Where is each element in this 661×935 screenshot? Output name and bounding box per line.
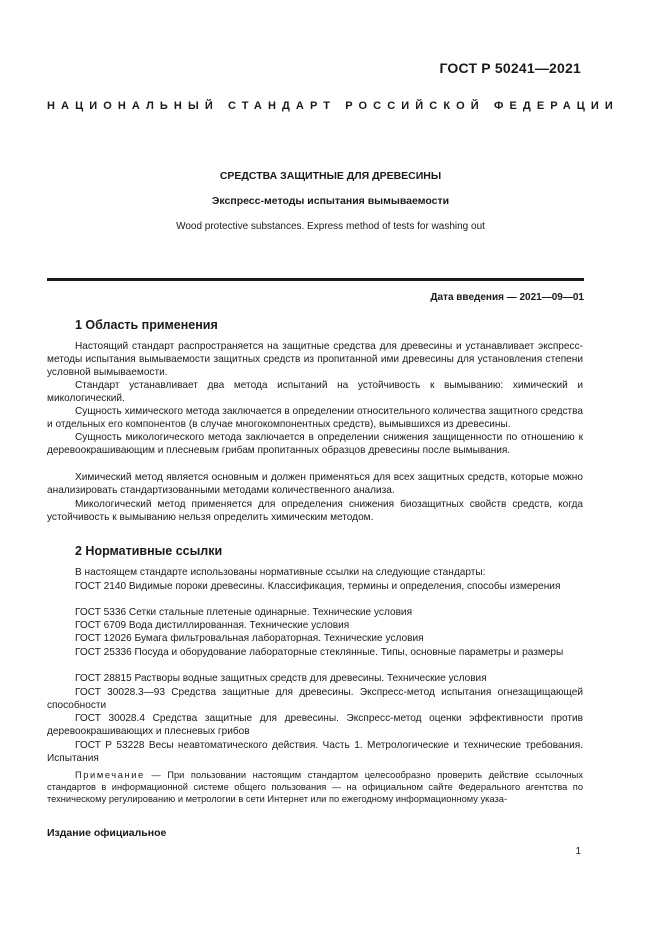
reference-item: ГОСТ 25336 Посуда и оборудование лабораторные стеклянные. Типы, основные параметры и размеры (75, 647, 564, 658)
section-1-paragraph: Стандарт устанавливает два метода испытаний на устойчивость к вымыванию: химический и микологический. (47, 380, 583, 404)
document-title: СРЕДСТВА ЗАЩИТНЫЕ ДЛЯ ДРЕВЕСИНЫ (219, 170, 442, 182)
document-code: ГОСТ Р 50241—2021 (439, 60, 581, 76)
reference-item: ГОСТ 30028.3—93 Средства защитные для древесины. Экспресс-метод испытания огнезащищающей способности (47, 687, 583, 711)
english-title: Wood protective substances. Express method of tests for washing out (176, 221, 485, 232)
section-1-paragraph: Сущность химического метода заключается в определении относительного количества защитного средства и отдельных его компонентов (в случае многокомпонентных средств), вымывшихся из древесины. (47, 406, 583, 430)
reference-item: ГОСТ 6709 Вода дистиллированная. Технические условия (75, 620, 350, 631)
reference-item: ГОСТ 5336 Сетки стальные плетеные одинарные. Технические условия (75, 607, 413, 618)
section-1-paragraph: Настоящий стандарт распространяется на защитные средства для древесины и устанавливает экспресс-методы испытания вымываемости защитных средств из пропитанной ими древесины для установления степени условной вымываемости. (47, 341, 583, 378)
page-number: 1 (575, 846, 581, 857)
note-text: — При пользовании настоящим стандартом целесообразно проверить действие ссылочных стандартов в информационной системе общего пользования — на официальном сайте Федерального агентства по техническому регулированию и метрологии в сети Интернет или по ежегодному информационному указа- (47, 770, 583, 804)
reference-item: ГОСТ 2140 Видимые пороки древесины. Классификация, термины и определения, способы измерения (75, 581, 561, 592)
document-subtitle: Экспресс-методы испытания вымываемости (211, 195, 450, 207)
section-2-heading: 2 Нормативные ссылки (75, 544, 223, 558)
reference-item: ГОСТ 30028.4 Средства защитные для древесины. Экспресс-метод оценки эффективности против деревоокрашивающих и плесневых грибов (47, 713, 583, 737)
section-1-paragraph: Микологический метод применяется для определения снижения биозащитных свойств средств, когда устойчивость к вымыванию нельзя определить химическим методом. (47, 499, 583, 523)
reference-item: ГОСТ Р 53228 Весы неавтоматического действия. Часть 1. Метрологические и технические требования. Испытания (47, 740, 583, 764)
reference-item: ГОСТ 12026 Бумага фильтровальная лабораторная. Технические условия (75, 633, 424, 644)
reference-intro: В настоящем стандарте использованы нормативные ссылки на следующие стандарты: (75, 567, 486, 578)
separator-rule (47, 278, 584, 281)
note-label: Примечание (75, 770, 145, 780)
national-standard-banner: НАЦИОНАЛЬНЫЙ СТАНДАРТ РОССИЙСКОЙ ФЕДЕРАЦИИ (47, 100, 619, 112)
official-edition-label: Издание официальное (47, 827, 167, 839)
note-paragraph (47, 769, 583, 805)
reference-item: ГОСТ 28815 Растворы водные защитных средств для древесины. Технические условия (75, 673, 487, 684)
introduction-date: Дата введения — 2021—09—01 (430, 292, 584, 303)
section-1-heading: 1 Область применения (75, 318, 218, 332)
section-1-paragraph: Химический метод является основным и должен применяться для всех защитных средств, которые можно анализировать стандартизованными методами количественного анализа. (47, 472, 583, 496)
section-1-paragraph: Сущность микологического метода заключается в определении снижения защищенности по отношению к деревоокрашивающим и плесневым грибам пропитанных образцов древесины после вымывания. (47, 432, 583, 456)
